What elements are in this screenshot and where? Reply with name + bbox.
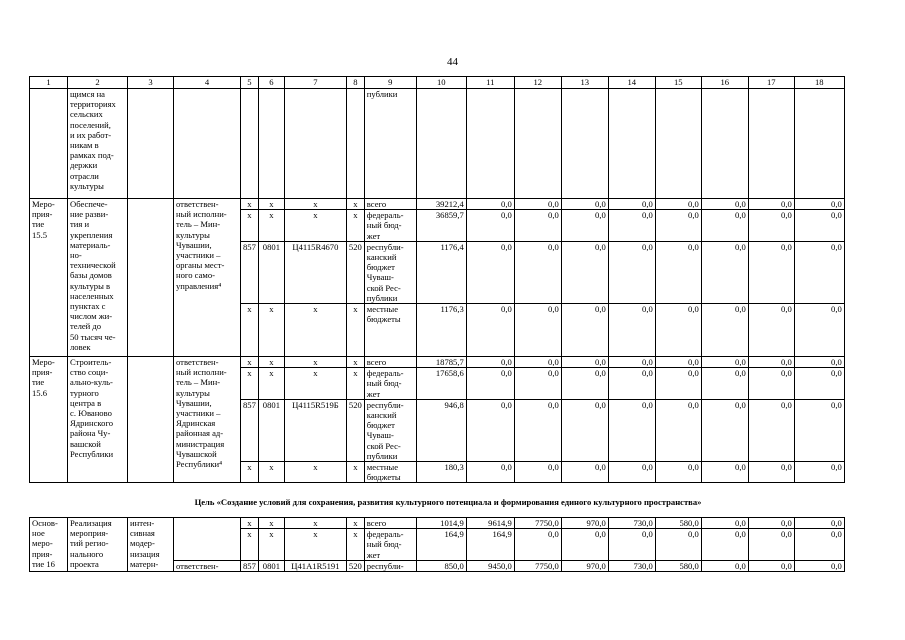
cell-value: 17658,6	[416, 368, 466, 400]
cell-grbs: х	[241, 368, 259, 400]
cell-value: 0,0	[655, 241, 701, 303]
cell-grbs: х	[241, 210, 259, 242]
cell-value: 0,0	[794, 462, 844, 483]
cell-value: 0,0	[608, 368, 655, 400]
table-row	[30, 199, 845, 210]
header-cell: 6	[258, 77, 284, 89]
cell-value: 0,0	[655, 529, 701, 561]
cell-value: 0,0	[655, 304, 701, 357]
cell-value: 0,0	[655, 399, 701, 461]
cell-value: 0,0	[701, 560, 748, 571]
cell-type: х	[346, 518, 364, 529]
cell-value: 9450,0	[466, 560, 514, 571]
cell-value: 0,0	[701, 368, 748, 400]
header-cell: 4	[174, 77, 241, 89]
cell-value: 0,0	[466, 199, 514, 210]
cell-value: 0,0	[655, 357, 701, 368]
cell-value: 0,0	[608, 304, 655, 357]
cell-section: х	[258, 529, 284, 561]
cell-grbs: х	[241, 357, 259, 368]
cell-value: 0,0	[655, 199, 701, 210]
cell-value: 0,0	[748, 199, 794, 210]
cell-value: 0,0	[748, 529, 794, 561]
cell-source: республи- канский бюджет Чуваш- ской Рес- публики	[364, 399, 416, 461]
cell-value: 0,0	[561, 241, 608, 303]
cell-value: 0,0	[655, 368, 701, 400]
cell-grbs: х	[241, 518, 259, 529]
cell-value: 1176,3	[416, 304, 466, 357]
cell-value: 7750,0	[514, 560, 561, 571]
goal-heading: Цель «Создание условий для сохранения, развития культурного потенциала и формирования единого культурного пространства»	[194, 497, 702, 507]
continuation-source: публики	[364, 89, 416, 199]
cell-value: 0,0	[701, 199, 748, 210]
cell-section: х	[258, 462, 284, 483]
cell-value: 164,9	[416, 529, 466, 561]
cell-value: 0,0	[561, 399, 608, 461]
cell-value: 0,0	[794, 304, 844, 357]
cell-value: 0,0	[608, 199, 655, 210]
continuation-name: щимся на территориях сельских поселений, и их работ- никам в рамках под- держки отрасли культуры	[68, 89, 128, 199]
cell-value: 0,0	[466, 462, 514, 483]
cell-value: 0,0	[655, 210, 701, 242]
measure-name: Реализация мероприя- тий регио- нального проекта	[68, 518, 128, 572]
header-cell: 8	[346, 77, 364, 89]
cell-grbs: х	[241, 462, 259, 483]
cell-source: местные бюджеты	[364, 462, 416, 483]
cell-value: 0,0	[794, 368, 844, 400]
cell-value: 0,0	[794, 560, 844, 571]
cell-target: х	[284, 529, 346, 561]
cell-value: 0,0	[561, 199, 608, 210]
cell-source: федераль- ный бюд- жет	[364, 368, 416, 400]
cell-value: 0,0	[466, 304, 514, 357]
measure-project: интен- сивная модер- низация матерн-	[128, 518, 174, 572]
cell-value: 18785,7	[416, 357, 466, 368]
measure-label: Меро- прия- тие 15.5	[30, 199, 68, 357]
cell-target: Ц4115R4670	[284, 241, 346, 303]
cell-value: 0,0	[514, 304, 561, 357]
cell-target: х	[284, 368, 346, 400]
cell-value: 0,0	[748, 304, 794, 357]
cell-type: х	[346, 199, 364, 210]
cell-value: 0,0	[608, 210, 655, 242]
cell-value: 0,0	[561, 357, 608, 368]
cell-value: 180,3	[416, 462, 466, 483]
cell-value: 0,0	[701, 357, 748, 368]
cell-value: 0,0	[608, 241, 655, 303]
cell-grbs: х	[241, 529, 259, 561]
cell-value: 0,0	[748, 368, 794, 400]
cell-value: 9614,9	[466, 518, 514, 529]
cell-value: 0,0	[514, 368, 561, 400]
cell-value: 0,0	[514, 529, 561, 561]
cell-value: 164,9	[466, 529, 514, 561]
cell-value: 0,0	[608, 529, 655, 561]
cell-grbs: 857	[241, 399, 259, 461]
cell-value: 0,0	[514, 241, 561, 303]
header-cell: 13	[561, 77, 608, 89]
cell-value: 0,0	[794, 241, 844, 303]
cell-source: федераль- ный бюд- жет	[364, 529, 416, 561]
cell-value: 0,0	[561, 529, 608, 561]
header-cell: 12	[514, 77, 561, 89]
page-number: 44	[447, 56, 458, 68]
cell-target: х	[284, 199, 346, 210]
header-cell: 2	[68, 77, 128, 89]
cell-value: 39212,4	[416, 199, 466, 210]
continuation-row	[30, 89, 845, 199]
cell-section: х	[258, 210, 284, 242]
cell-target: Ц4115R519Б	[284, 399, 346, 461]
cell-value: 0,0	[748, 241, 794, 303]
cell-value: 0,0	[466, 368, 514, 400]
cell-value: 0,0	[748, 462, 794, 483]
cell-value: 0,0	[794, 357, 844, 368]
header-cell: 5	[241, 77, 259, 89]
header-cell: 15	[655, 77, 701, 89]
cell-value: 0,0	[514, 399, 561, 461]
table-row	[30, 518, 845, 529]
cell-section: 0801	[258, 241, 284, 303]
header-cell: 16	[701, 77, 748, 89]
cell-value: 7750,0	[514, 518, 561, 529]
cell-value: 0,0	[514, 199, 561, 210]
cell-value: 0,0	[466, 210, 514, 242]
cell-value: 0,0	[701, 304, 748, 357]
measure-name: Строитель- ство соци- ально-куль- турного центра в с. Юваново Ядринского района Чу- вашской Республики	[68, 357, 128, 483]
measure-responsible: ответствен- ный исполни- тель – Мин- культуры Чувашии, участники – органы мест- ного само- управления⁴	[174, 199, 241, 357]
cell-target: Ц41А1R5191	[284, 560, 346, 571]
cell-value: 580,0	[655, 560, 701, 571]
header-cell: 10	[416, 77, 466, 89]
cell-value: 580,0	[655, 518, 701, 529]
cell-value: 1176,4	[416, 241, 466, 303]
cell-type: 520	[346, 399, 364, 461]
cell-type: х	[346, 210, 364, 242]
cell-source: республи- канский бюджет Чуваш- ской Рес- публики	[364, 241, 416, 303]
cell-value: 970,0	[561, 518, 608, 529]
budget-table-continued	[29, 517, 845, 572]
cell-type: 520	[346, 560, 364, 571]
header-cell: 11	[466, 77, 514, 89]
cell-source: федераль- ный бюд- жет	[364, 210, 416, 242]
header-row	[30, 77, 845, 89]
cell-source: местные бюджеты	[364, 304, 416, 357]
cell-type: х	[346, 357, 364, 368]
cell-value: 730,0	[608, 560, 655, 571]
cell-value: 0,0	[561, 304, 608, 357]
cell-value: 946,8	[416, 399, 466, 461]
cell-value: 0,0	[561, 368, 608, 400]
cell-value: 0,0	[701, 241, 748, 303]
cell-section: 0801	[258, 399, 284, 461]
measure-label: Меро- прия- тие 15.6	[30, 357, 68, 483]
cell-value: 0,0	[794, 518, 844, 529]
cell-grbs: х	[241, 199, 259, 210]
cell-type: х	[346, 368, 364, 400]
cell-value: 0,0	[748, 399, 794, 461]
cell-target: х	[284, 304, 346, 357]
cell-section: х	[258, 304, 284, 357]
cell-value: 0,0	[748, 210, 794, 242]
cell-value: 0,0	[701, 399, 748, 461]
cell-value: 0,0	[794, 529, 844, 561]
cell-target: х	[284, 210, 346, 242]
cell-value: 730,0	[608, 518, 655, 529]
cell-value: 0,0	[794, 210, 844, 242]
cell-value: 0,0	[608, 357, 655, 368]
cell-grbs: 857	[241, 560, 259, 571]
cell-section: х	[258, 199, 284, 210]
cell-type: х	[346, 529, 364, 561]
cell-section: 0801	[258, 560, 284, 571]
cell-value: 0,0	[748, 560, 794, 571]
cell-value: 1014,9	[416, 518, 466, 529]
header-cell: 14	[608, 77, 655, 89]
cell-section: х	[258, 368, 284, 400]
cell-value: 0,0	[794, 399, 844, 461]
cell-value: 0,0	[561, 462, 608, 483]
cell-value: 0,0	[748, 518, 794, 529]
cell-source: республи-	[364, 560, 416, 571]
cell-type: 520	[346, 241, 364, 303]
cell-type: х	[346, 304, 364, 357]
cell-section: х	[258, 357, 284, 368]
cell-value: 970,0	[561, 560, 608, 571]
cell-value: 850,0	[416, 560, 466, 571]
cell-value: 0,0	[748, 357, 794, 368]
header-cell: 7	[284, 77, 346, 89]
cell-value: 0,0	[466, 399, 514, 461]
cell-grbs: 857	[241, 241, 259, 303]
budget-table	[29, 76, 845, 483]
cell-value: 0,0	[608, 462, 655, 483]
cell-value: 0,0	[701, 529, 748, 561]
cell-value: 0,0	[608, 399, 655, 461]
cell-value: 0,0	[561, 210, 608, 242]
cell-grbs: х	[241, 304, 259, 357]
cell-target: х	[284, 357, 346, 368]
cell-source: всего	[364, 518, 416, 529]
measure-responsible: ответствен-	[174, 560, 241, 571]
header-cell: 18	[794, 77, 844, 89]
cell-source: всего	[364, 357, 416, 368]
cell-value: 0,0	[466, 357, 514, 368]
cell-value: 0,0	[514, 210, 561, 242]
header-cell: 3	[128, 77, 174, 89]
cell-value: 0,0	[514, 462, 561, 483]
cell-value: 0,0	[701, 462, 748, 483]
cell-value: 36859,7	[416, 210, 466, 242]
cell-value: 0,0	[655, 462, 701, 483]
header-cell: 1	[30, 77, 68, 89]
measure-name: Обеспече- ние разви- тия и укрепления материаль- но- технической базы домов культуры в населенных пунктах с числом жи- телей до 50 тысяч че- ловек	[68, 199, 128, 357]
header-cell: 9	[364, 77, 416, 89]
cell-value: 0,0	[514, 357, 561, 368]
cell-value: 0,0	[701, 210, 748, 242]
measure-responsible: ответствен- ный исполни- тель – Мин- культуры Чувашии, участники – Ядринская районная ад- министрация Чувашской Республики⁴	[174, 357, 241, 483]
cell-source: всего	[364, 199, 416, 210]
cell-target: х	[284, 462, 346, 483]
cell-target: х	[284, 518, 346, 529]
measure-label: Основ- ное меро- прия- тие 16	[30, 518, 68, 572]
cell-value: 0,0	[701, 518, 748, 529]
cell-value: 0,0	[466, 241, 514, 303]
cell-value: 0,0	[794, 199, 844, 210]
cell-type: х	[346, 462, 364, 483]
header-cell: 17	[748, 77, 794, 89]
cell-section: х	[258, 518, 284, 529]
table-row	[30, 357, 845, 368]
